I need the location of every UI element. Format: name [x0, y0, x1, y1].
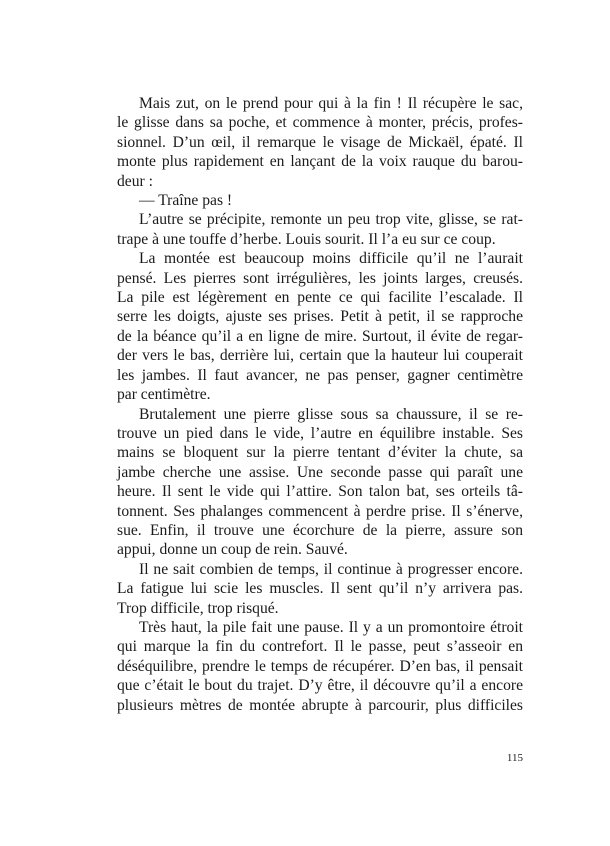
text-line: par centimètre.	[117, 386, 211, 404]
text-line: déséquilibre, prendre le temps de récupérer. D’en bas, il pensait	[117, 657, 523, 675]
text-line: — Traîne pas !	[139, 192, 233, 210]
text-line: sue. Enfin, il trouve une écorchure de la pierre, assure son	[117, 521, 523, 539]
text-line: le glisse dans sa poche, et commence à monter, précis, profes-	[117, 114, 523, 132]
text-line: La montée est beaucoup moins difficile qu’il ne l’aurait	[139, 250, 523, 268]
body-text	[117, 94, 523, 715]
text-line: trouve un pied dans le vide, l’autre en équilibre instable. Ses	[117, 424, 523, 442]
text-line: Trop difficile, trop risqué.	[117, 599, 279, 617]
text-line: qui marque la fin du contrefort. Il le passe, peut s’asseoir en	[117, 638, 523, 656]
text-line: plusieurs mètres de montée abrupte à parcourir, plus difficiles	[117, 696, 523, 714]
text-line: de la béance qu’il a en ligne de mire. Surtout, il évite de regar-	[117, 327, 523, 345]
text-line: serre les doigts, ajuste ses prises. Petit à petit, il se rapproche	[117, 308, 523, 326]
text-line: La fatigue lui scie les muscles. Il sent qu’il n’y arrivera pas.	[117, 580, 523, 598]
text-line: trape à une touffe d’herbe. Louis sourit. Il l’a eu sur ce coup.	[117, 230, 496, 248]
text-line: tonnent. Ses phalanges commencent à perdre prise. Il s’énerve,	[117, 502, 523, 520]
text-line: deur :	[117, 172, 153, 190]
text-line: jambe cherche une assise. Une seconde passe qui paraît une	[117, 463, 523, 481]
text-line: heure. Il sent le vide qui l’attire. Son talon bat, ses orteils tâ-	[117, 483, 523, 501]
text-line: appui, donne un coup de rein. Sauvé.	[117, 541, 348, 559]
text-line: Très haut, la pile fait une pause. Il y a un promontoire étroit	[139, 618, 523, 636]
text-line: L’autre se précipite, remonte un peu trop vite, glisse, se rat-	[139, 211, 523, 229]
text-line: der vers le bas, derrière lui, certain que la hauteur lui couperait	[117, 347, 523, 365]
text-line: monte plus rapidement en lançant de la voix rauque du barou-	[117, 153, 523, 171]
text-line: sionnel. D’un œil, il remarque le visage de Mickaël, épaté. Il	[117, 133, 523, 151]
text-line: pensé. Les pierres sont irrégulières, les joints larges, creusés.	[117, 269, 523, 287]
text-line: les jambes. Il faut avancer, ne pas penser, gagner centimètre	[117, 366, 523, 384]
page-number: 115	[506, 752, 523, 764]
text-line: Brutalement une pierre glisse sous sa chaussure, il se re-	[139, 405, 523, 423]
text-line: Mais zut, on le prend pour qui à la fin ! Il récupère le sac,	[139, 95, 523, 112]
text-line: Il ne sait combien de temps, il continue à progresser encore.	[139, 560, 523, 578]
text-line: La pile est légèrement en pente ce qui facilite l’escalade. Il	[117, 289, 523, 307]
text-line: mains se bloquent sur la pierre tentant d’éviter la chute, sa	[117, 444, 523, 462]
text-line: que c’était le bout du trajet. D’y être, il découvre qu’il a encore	[117, 677, 523, 695]
